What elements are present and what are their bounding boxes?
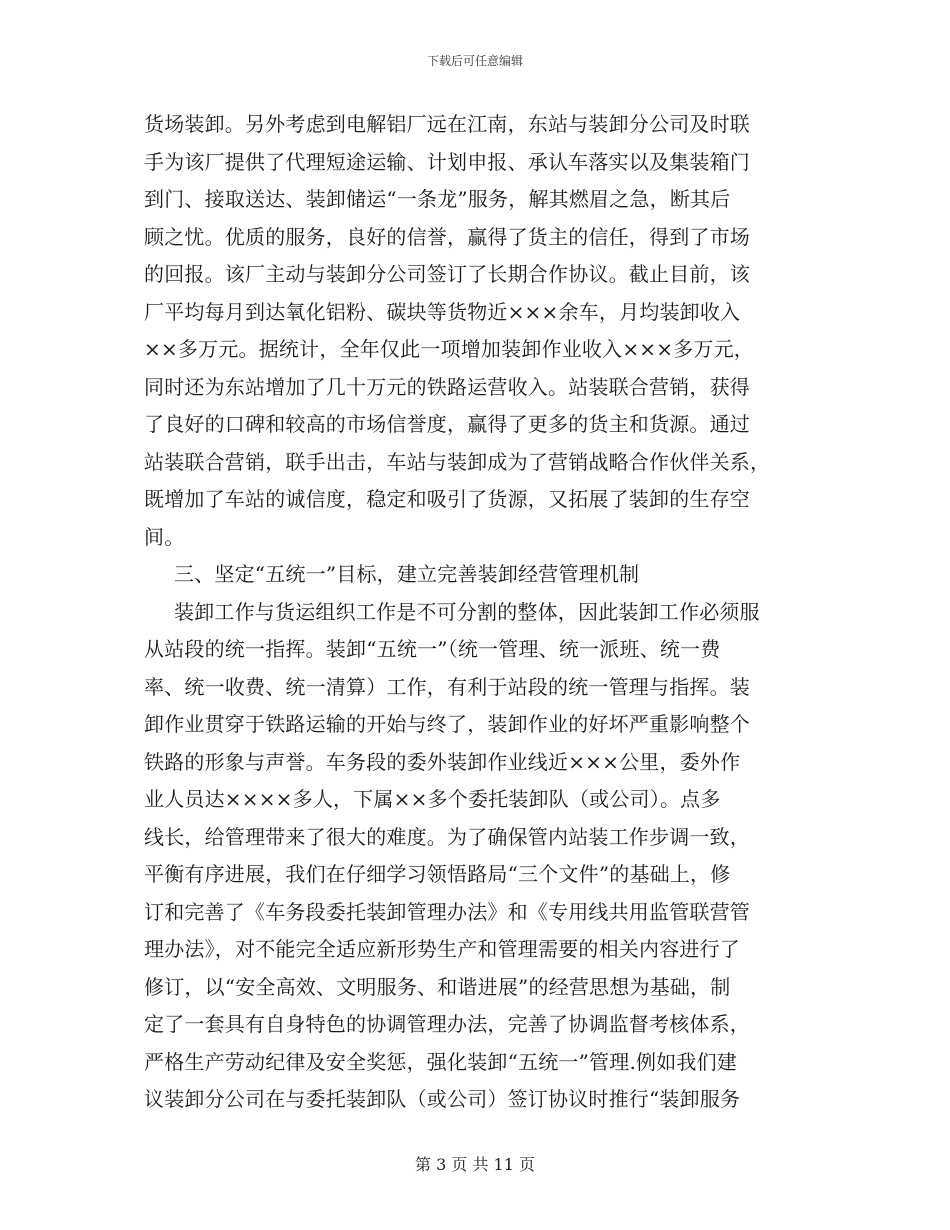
page-footer: 第 3 页 共 11 页 — [415, 1155, 535, 1174]
body-line: 卸作业贯穿于铁路运输的开始与终了，装卸作业的好坏严重影响整个 — [144, 712, 750, 736]
body-line: 到门、接取送达、装卸储运“一条龙”服务，解其燃眉之急，断其后 — [144, 187, 731, 211]
body-line: 厂平均每月到达氧化铝粉、碳块等货物近×××余车，月均装卸收入 — [144, 299, 741, 324]
body-line: 手为该厂提供了代理短途运输、计划申报、承认车落实以及集装箱门 — [144, 149, 750, 174]
body-line: 平衡有序进展，我们在仔细学习领悟路局“三个文件”的基础上，修 — [144, 862, 731, 886]
body-line: 定了一套具有自身特色的协调管理办法，完善了协调监督考核体系， — [144, 1012, 750, 1036]
body-line: 业人员达××××多人，下属××多个委托装卸队（或公司）。点多 — [144, 787, 721, 811]
page-header: 下载后可任意编辑 — [426, 54, 523, 68]
body-line: 装卸工作与货运组织工作是不可分割的整体，因此装卸工作必须服 — [174, 599, 760, 624]
body-line: 严格生产劳动纪律及安全奖惩，强化装卸“五统一”管理.例如我们建 — [144, 1049, 738, 1074]
body-line: 铁路的形象与声誉。车务段的委外装卸作业线近×××公里，委外作 — [144, 749, 741, 774]
body-line: 站装联合营销，联手出击，车站与装卸成为了营销战略合作伙伴关系， — [144, 449, 771, 474]
body-line: 货场装卸。另外考虑到电解铝厂远在江南，东站与装卸分公司及时联 — [144, 112, 750, 136]
body-line: 议装卸分公司在与委托装卸队（或公司）签订协议时推行“装卸服务 — [144, 1087, 741, 1111]
body-line: 订和完善了《车务段委托装卸管理办法》和《专用线共用监管联营管 — [144, 899, 750, 924]
body-line: 理办法》，对不能完全适应新形势生产和管理需要的相关内容进行了 — [144, 937, 740, 961]
body-line: ××多万元。据统计，全年仅此一项增加装卸作业收入×××多万元， — [144, 337, 754, 361]
document-body — [144, 106, 808, 1119]
body-line: 从站段的统一指挥。装卸“五统一”（统一管理、统一派班、统一费 — [144, 637, 721, 661]
body-line: 线长，给管理带来了很大的难度。为了确保管内站装工作步调一致， — [144, 824, 750, 849]
body-line: 了良好的口碑和较高的市场信誉度，赢得了更多的货主和货源。通过 — [144, 412, 750, 436]
body-line: 率、统一收费、统一清算）工作，有利于站段的统一管理与指挥。装 — [144, 674, 750, 699]
body-line: 同时还为东站增加了几十万元的铁路运营收入。站装联合营销，获得 — [144, 374, 750, 399]
section-heading: 三、坚定“五统一”目标，建立完善装卸经营管理机制 — [174, 562, 640, 586]
body-line: 的回报。该厂主动与装卸分公司签订了长期合作协议。截止目前，该 — [144, 262, 750, 286]
body-line: 修订，以“安全高效、文明服务、和谐进展”的经营思想为基础，制 — [144, 974, 731, 999]
body-line: 既增加了车站的诚信度，稳定和吸引了货源，又拓展了装卸的生存空 — [144, 487, 750, 511]
body-line: 间。 — [144, 524, 185, 549]
body-line: 顾之忧。优质的服务，良好的信誉，赢得了货主的信任，得到了市场 — [144, 224, 750, 249]
